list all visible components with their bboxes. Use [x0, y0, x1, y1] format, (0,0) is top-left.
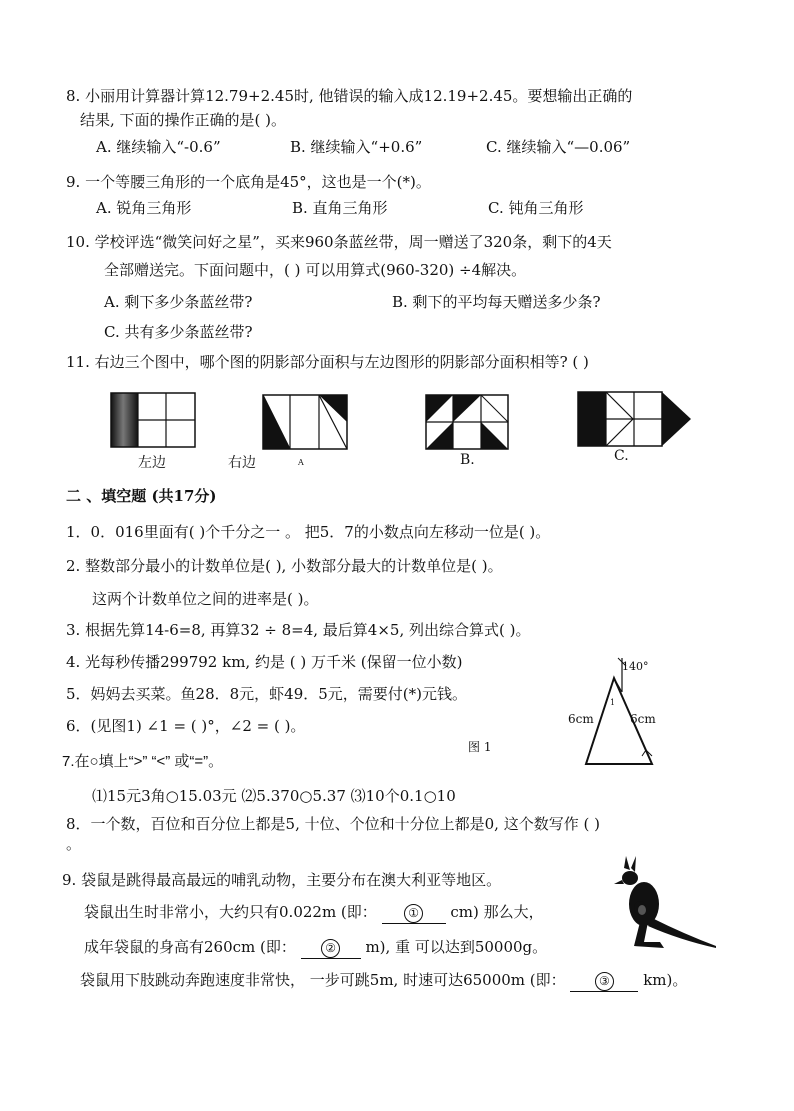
fill-q9-line1-post: cm) 那么大， — [450, 903, 544, 921]
fill-q7: 7.在○填上“>” “<” 或“=”。 — [62, 753, 224, 770]
figure1-angle-mark: 1 — [610, 698, 616, 707]
q9-option-b[interactable]: B. 直角三角形 — [292, 199, 388, 217]
q11-figure-c[interactable] — [577, 390, 693, 450]
fill-q9-line1 — [84, 902, 544, 924]
q10-line2: 全部赠送完。下面问题中，( ) 可以用算式(960-320) ÷4解决。 — [104, 261, 527, 279]
fill-q7-items: ⑴15元3角○15.03元 ⑵5.370○5.37 ⑶10个0.1○10 — [92, 787, 456, 805]
fill-q9-line2-post: m), 重 可以达到50000g。 — [365, 938, 548, 956]
fill-q9-intro: 9. 袋鼠是跳得最高最远的哺乳动物，主要分布在澳大利亚等地区。 — [62, 871, 502, 889]
fill-q4: 4. 光每秒传播299792 km, 约是 ( ) 万千米 (保留一位小数) — [66, 653, 463, 671]
q8-option-c[interactable]: C. 继续输入“—0.06” — [486, 138, 631, 156]
q10-option-b[interactable]: B. 剩下的平均每天赠送多少条? — [392, 293, 601, 311]
fill-q9-line2 — [84, 937, 547, 959]
q11-label-left: 左边 — [138, 455, 166, 471]
fill-q8: 8．一个数，百位和百分位上都是5, 十位、个位和十分位上都是0, 这个数写作 ( ) — [66, 815, 600, 833]
q11-label-c: C. — [614, 448, 629, 464]
q10-option-c[interactable]: C. 共有多少条蓝丝带? — [104, 323, 253, 341]
blank-marker-1: ① — [404, 904, 423, 923]
q11-label-b: B. — [460, 452, 475, 468]
figure1-left-side: 6cm — [568, 712, 594, 726]
figure1-angle-top: 140° — [622, 660, 649, 673]
fill-q9-line3-post: km)。 — [643, 971, 688, 989]
q10-line1: 10. 学校评选“微笑问好之星”，买来960条蓝丝带，周一赠送了320条，剩下的4天 — [66, 233, 612, 251]
blank-marker-2: ② — [321, 939, 340, 958]
q11-label-a: A — [298, 458, 304, 467]
blank-marker-3: ③ — [595, 972, 614, 991]
answer-blank-1[interactable] — [382, 902, 446, 924]
q9-option-a[interactable]: A. 锐角三角形 — [96, 199, 192, 217]
answer-blank-2[interactable] — [301, 937, 361, 959]
q11-label-right: 右边 — [228, 455, 256, 471]
answer-blank-3[interactable] — [570, 970, 638, 992]
q11-line1: 11. 右边三个图中，哪个图的阴影部分面积与左边图形的阴影部分面积相等? ( ) — [66, 353, 589, 371]
q11-left-figure — [110, 392, 196, 448]
fill-q3: 3. 根据先算14-6=8, 再算32 ÷ 8=4, 最后算4×5, 列出综合算式( )。 — [66, 621, 531, 639]
fill-q2a: 2. 整数部分最小的计数单位是( ), 小数部分最大的计数单位是( )。 — [66, 557, 503, 575]
q9-option-c[interactable]: C. 钝角三角形 — [488, 199, 584, 217]
fill-q5: 5．妈妈去买菜。鱼28．8元，虾49．5元，需要付(*)元钱。 — [66, 685, 468, 703]
fill-q9-line1-pre: 袋鼠出生时非常小，大约只有0.022m (即： — [84, 903, 377, 921]
kangaroo-illustration — [604, 856, 722, 952]
q8-line2: 结果, 下面的操作正确的是( )。 — [80, 111, 287, 129]
q11-figure-a[interactable] — [262, 394, 348, 450]
fill-q8-tail: 。 — [66, 835, 82, 853]
fill-q9-line3-pre: 袋鼠用下肢跳动奔跑速度非常快， 一步可跳5m, 时速可达65000m (即： — [80, 971, 566, 989]
q8-option-a[interactable]: A. 继续输入“-0.6” — [96, 138, 221, 156]
fill-q9-line3 — [80, 970, 687, 992]
section2-title: 二 、填空题 (共17分) — [66, 487, 217, 505]
q8-option-b[interactable]: B. 继续输入“+0.6” — [290, 138, 423, 156]
fill-q2b: 这两个计数单位之间的进率是( )。 — [92, 590, 319, 608]
q8-line1: 8. 小丽用计算器计算12.79+2.45时, 他错误的输入成12.19+2.45。要想输出正确的 — [66, 87, 633, 105]
figure1-caption: 图 1 — [468, 740, 492, 754]
fill-q1: 1．0．016里面有( )个千分之一 。 把5．7的小数点向左移动一位是( )。 — [66, 523, 551, 541]
q10-option-a[interactable]: A. 剩下多少条蓝丝带? — [104, 293, 253, 311]
q9-line1: 9. 一个等腰三角形的一个底角是45°，这也是一个(*)。 — [66, 173, 431, 191]
q11-figure-b[interactable] — [425, 394, 509, 450]
fill-q9-line2-pre: 成年袋鼠的身高有260cm (即： — [84, 938, 296, 956]
fill-q6: 6．(见图1) ∠1 = ( )°，∠2 = ( )。 — [66, 717, 306, 735]
figure1-right-side: 6cm — [630, 712, 656, 726]
